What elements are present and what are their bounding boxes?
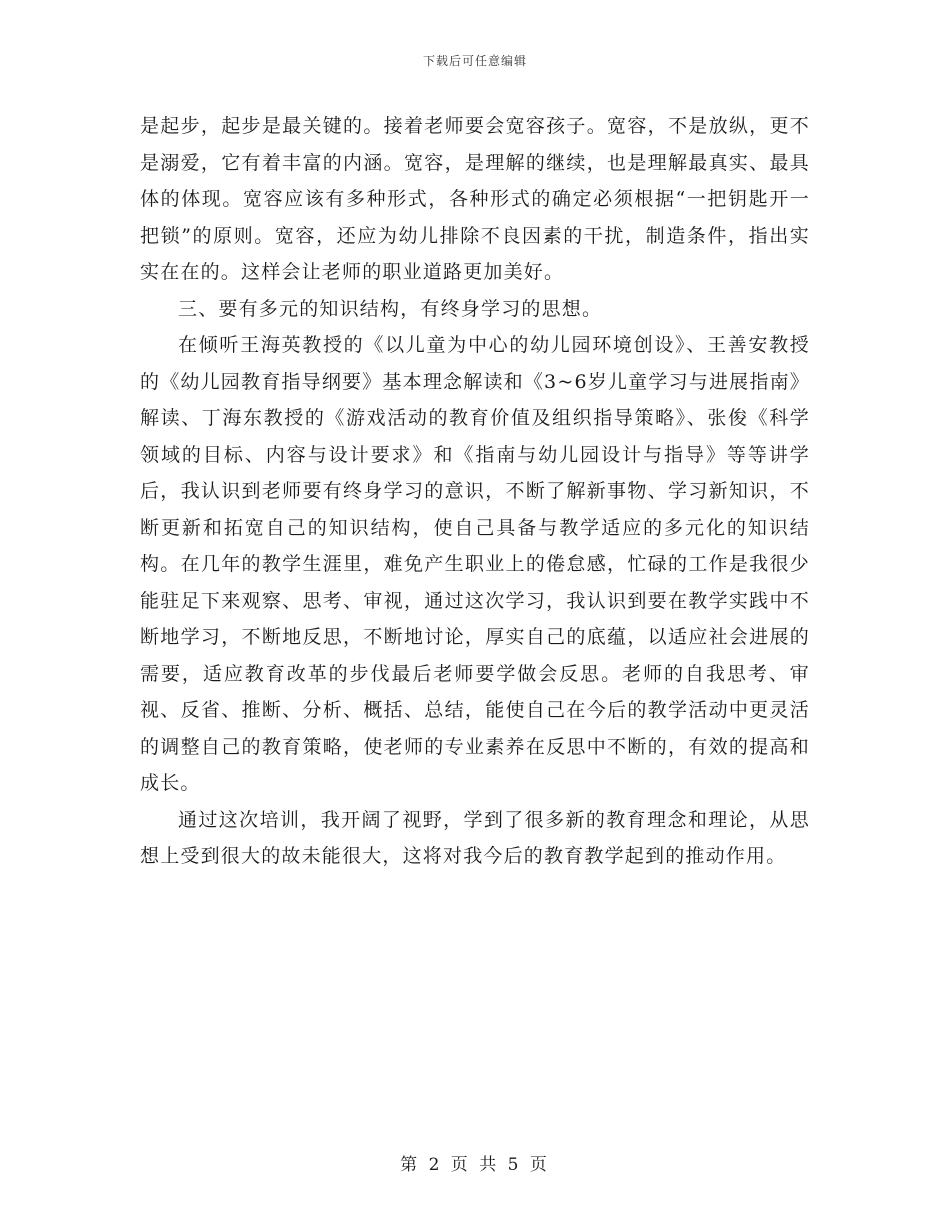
document-body xyxy=(140,108,810,875)
page-header: 下载后可任意编辑 xyxy=(422,54,527,68)
paragraph: 在倾听王海英教授的《以儿童为中心的幼儿园环境创设》、王善安教授的《幼儿园教育指导纲要》基本理念解读和《3~6岁儿童学习与进展指南》解读、丁海东教授的《游戏活动的教育价值及组织指导策略》、张俊《科学领域的目标、内容与设计要求》和《指南与幼儿园设计与指导》等等讲学后，我认识到老师要有终身学习的意识，不断了解新事物、学习新知识，不断更新和拓宽自己的知识结构，使自己具备与教学适应的多元化的知识结构。在几年的教学生涯里，难免产生职业上的倦怠感，忙碌的工作是我很少能驻足下来观察、思考、审视，通过这次学习，我认识到要在教学实践中不断地学习，不断地反思，不断地讨论，厚实自己的底蕴，以适应社会进展的需要，适应教育改革的步伐最后老师要学做会反思。老师的自我思考、审视、反省、推断、分析、概括、总结，能使自己在今后的教学活动中更灵活的调整自己的教育策略，使老师的专业素养在反思中不断的，有效的提高和成长。 xyxy=(140,334,810,794)
page-number-footer: 第 2 页 共 5 页 xyxy=(400,1155,550,1175)
paragraph-conclusion: 通过这次培训，我开阔了视野，学到了很多新的教育理念和理论，从思想上受到很大的故未能很大，这将对我今后的教育教学起到的推动作用。 xyxy=(140,808,810,867)
section-heading: 三、要有多元的知识结构，有终身学习的思想。 xyxy=(178,297,603,320)
paragraph-continuation: 是起步，起步是最关键的。接着老师要会宽容孩子。宽容，不是放纵，更不是溺爱，它有着丰富的内涵。宽容，是理解的继续，也是理解最真实、最具体的体现。宽容应该有多种形式，各种形式的确定必须根据“一把钥匙开一把锁”的原则。宽容，还应为幼儿排除不良因素的干扰，制造条件，指出实实在在的。这样会让老师的职业道路更加美好。 xyxy=(140,115,810,283)
